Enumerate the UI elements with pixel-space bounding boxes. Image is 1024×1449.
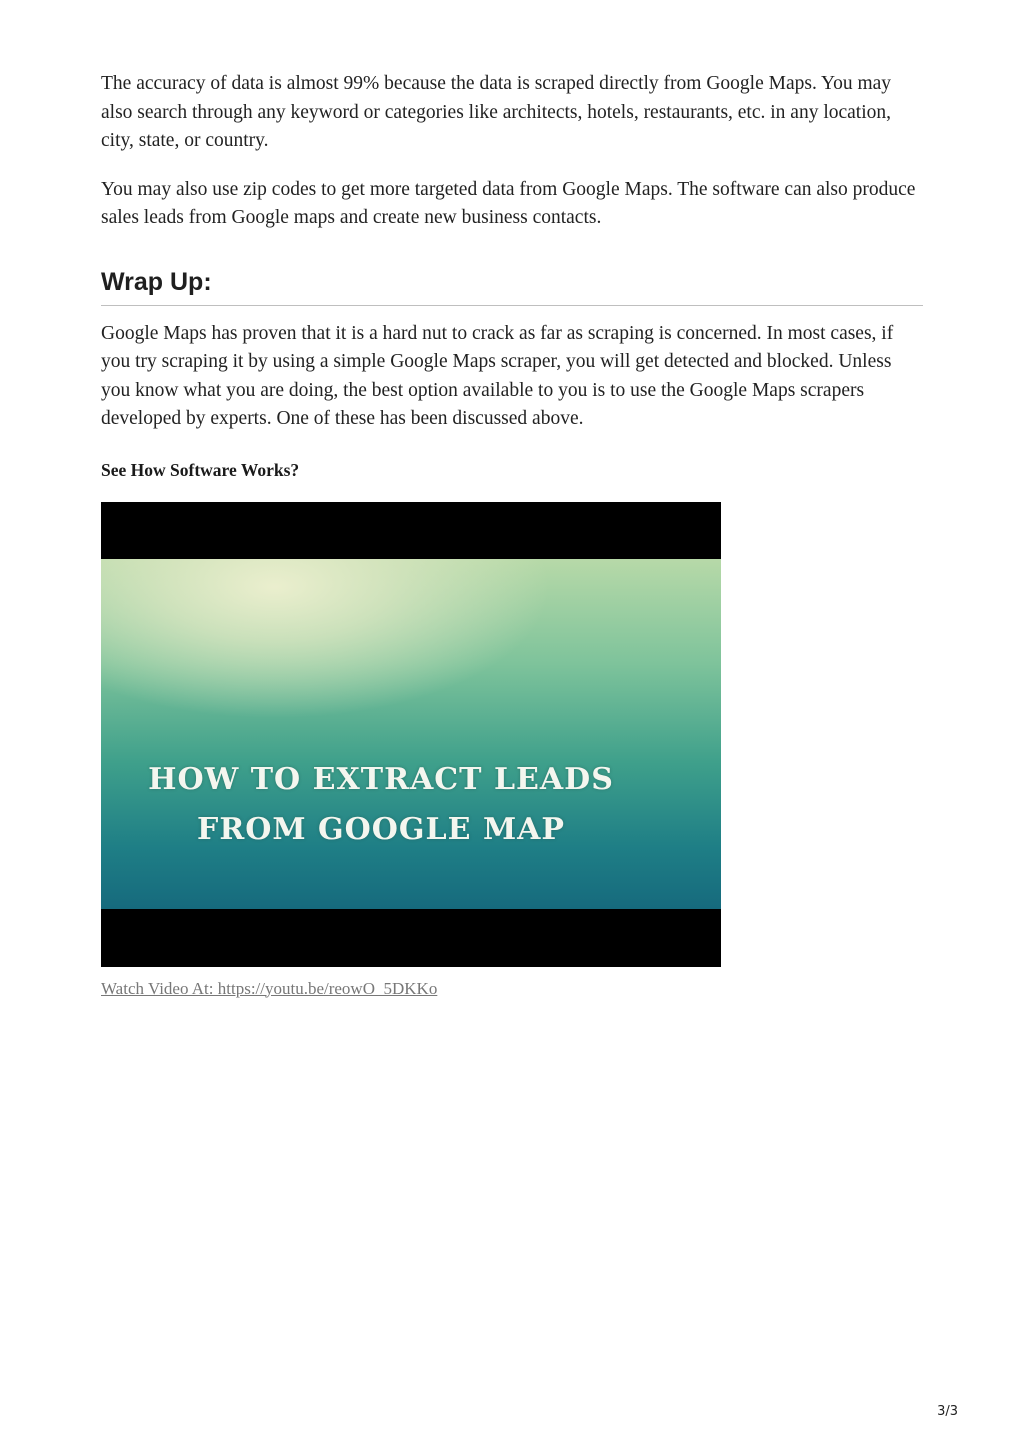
subheading-see-how-software-works: See How Software Works?	[101, 459, 300, 480]
video-title-line-1: HOW TO EXTRACT LEADS	[148, 761, 614, 797]
document-page	[101, 70, 923, 1000]
page-number: 3/3	[937, 1404, 958, 1419]
video-title-text	[101, 755, 661, 855]
video-frame-image	[101, 559, 721, 909]
watch-video-link[interactable]: Watch Video At: https://youtu.be/reowO_5DKKo	[101, 978, 438, 998]
paragraph-data-accuracy: The accuracy of data is almost 99% because the data is scraped directly from Google Maps. You may also search through any keyword or categories like architects, hotels, restaurants, etc. in any location, city, state, or country.	[101, 73, 892, 151]
section-heading-wrap-up: Wrap Up:	[101, 267, 923, 306]
paragraph-zip-codes: You may also use zip codes to get more targeted data from Google Maps. The software can also produce sales leads from Google maps and create new business contacts.	[101, 178, 916, 228]
video-title-line-2: FROM GOOGLE MAP	[197, 811, 565, 847]
video-thumbnail[interactable]	[101, 502, 721, 967]
paragraph-wrap-up: Google Maps has proven that it is a hard nut to crack as far as scraping is concerned. In most cases, if you try scraping it by using a simple Google Maps scraper, you will get detected and blocked. Unless you know what you are doing, the best option available to you is to use the Google Maps scrapers developed by experts. One of these has been discussed above.	[101, 322, 894, 429]
